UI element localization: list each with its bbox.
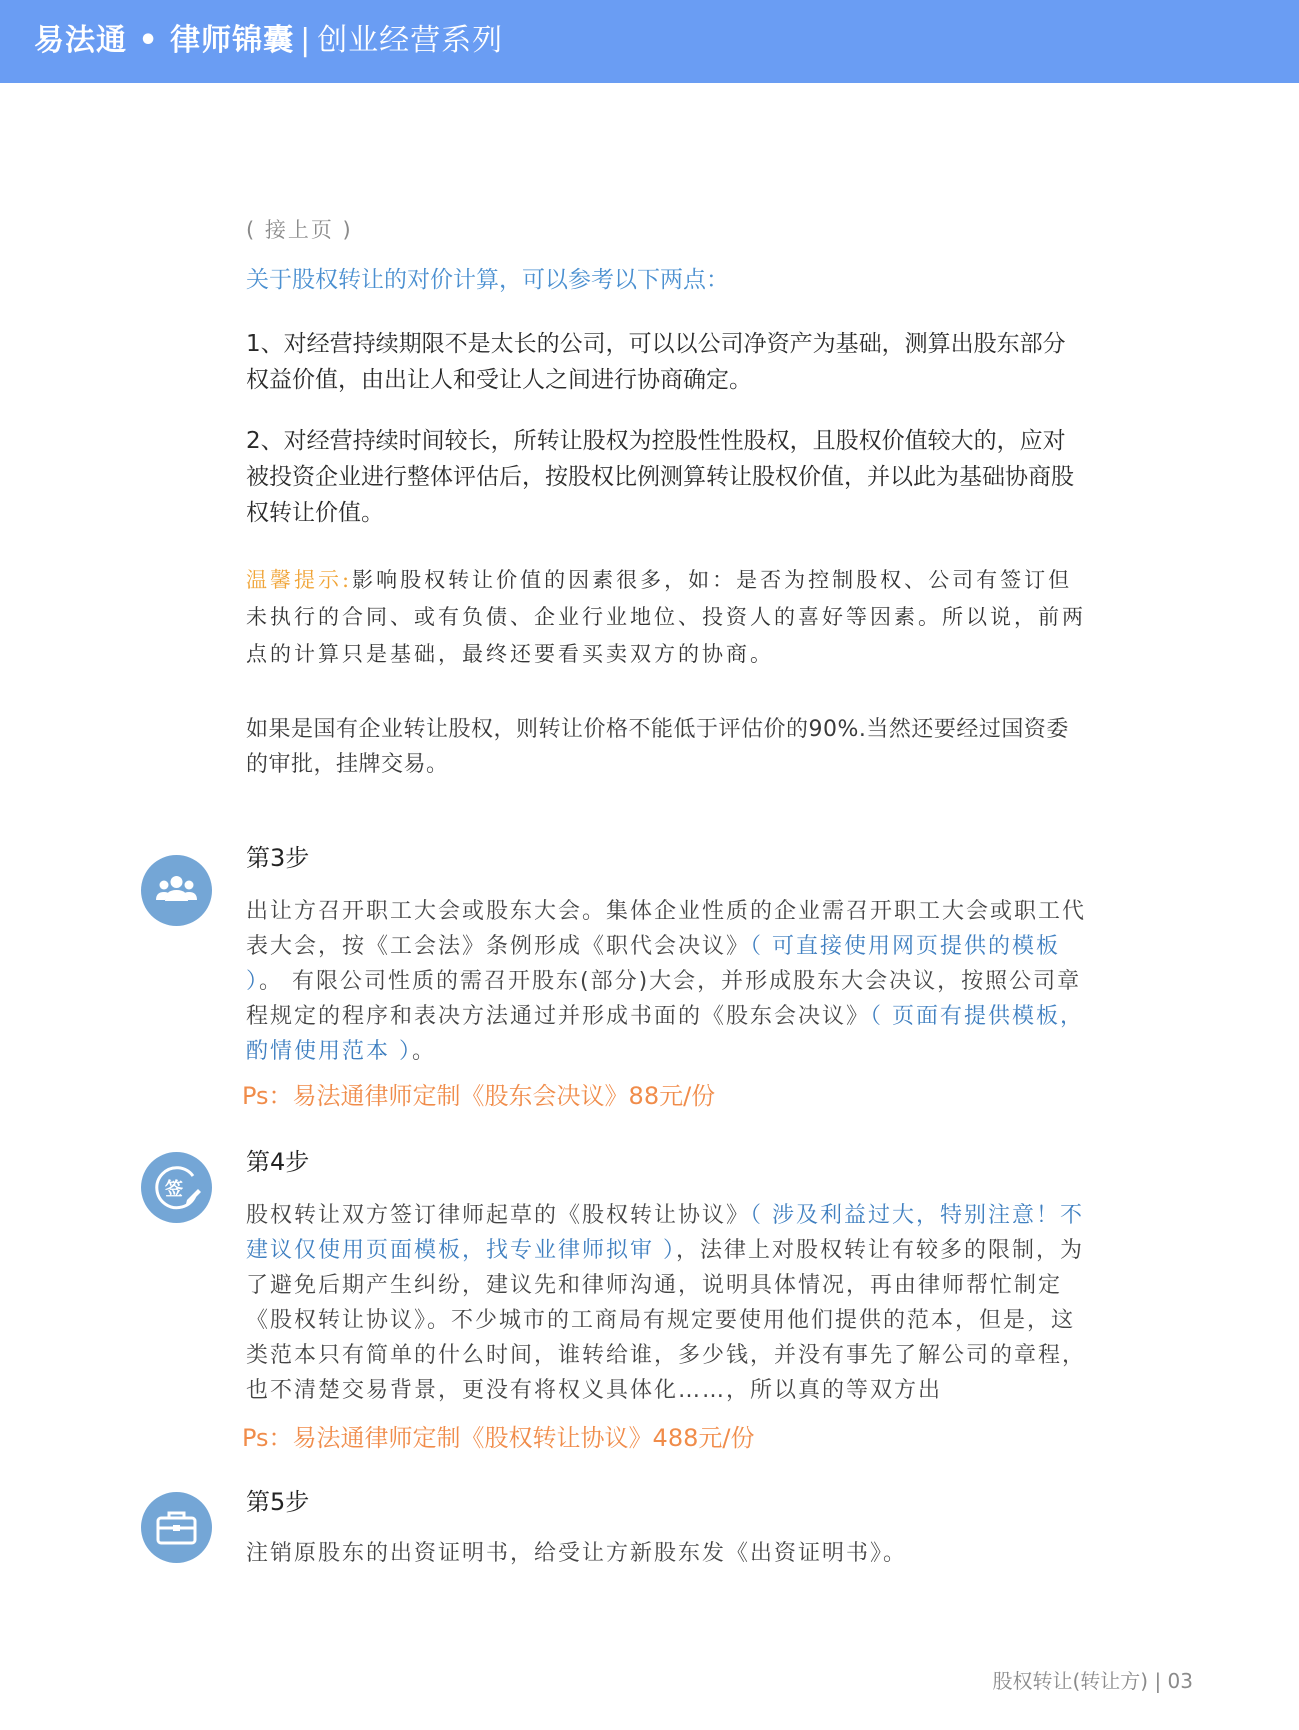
- header-brand: 易法通 • 律师锦囊: [34, 23, 295, 58]
- people-group-icon: [141, 855, 212, 926]
- step-3-text-a: 出让方召开职工大会或股东大会。集体企业性质的企业需召开职工大会或职工代表大会，按《工会法》条例形成《职代会决议》: [246, 899, 1087, 959]
- step-5-title: 第5步: [246, 1488, 310, 1516]
- step-4-title: 第4步: [246, 1148, 310, 1176]
- header-separator: |: [300, 23, 312, 58]
- step-4-ps[interactable]: Ps：易法通律师定制《股权转让协议》488元/份: [242, 1424, 755, 1452]
- point-one: 1、对经营持续期限不是太长的公司，可以以公司净资产为基础，测算出股东部分权益价值，由出让人和受让人之间进行协商确定。: [246, 331, 1066, 393]
- step-3-template-link-2[interactable]: （ 页面有提供模板，酌情使用范本 ）: [246, 1004, 1085, 1064]
- state-owned-note: 如果是国有企业转让股权，则转让价格不能低于评估价的90%.当然还要经过国资委的审批，挂牌交易。: [246, 717, 1069, 777]
- intro-heading: 关于股权转让的对价计算，可以参考以下两点：: [246, 267, 729, 293]
- briefcase-icon: [141, 1492, 212, 1563]
- sign-pen-icon: [141, 1152, 212, 1223]
- step-4-text-b: ，法律上对股权转让有较多的限制，为了避免后期产生纠纷，建议先和律师沟通，说明具体情况，再由律师帮忙制定《股权转让协议》。不少城市的工商局有规定要使用他们提供的范本，但是，这类范本只有简单的什么时间，谁转给谁，多少钱，并没有事先了解公司的章程，也不清楚交易背景，更没有将权义具体化……，所以真的等双方出: [246, 1238, 1087, 1403]
- step-3-text-b: 。 有限公司性质的需召开股东(部分)大会，并形成股东大会决议，按照公司章程规定的程序和表决方法通过并形成书面的《股东会决议》: [246, 969, 1082, 1029]
- page-footer: 股权转让(转让方) | 03: [992, 1669, 1193, 1693]
- step-3-body: [246, 894, 1086, 1069]
- step-3-template-link[interactable]: （ 可直接使用网页提供的模板 ）: [246, 934, 1061, 994]
- header-title: [34, 22, 503, 60]
- tip-text: 影响股权转让价值的因素很多，如：是否为控制股权、公司有签订但未执行的合同、或有负债、企业行业地位、投资人的喜好等因素。所以说，前两点的计算只是基础，最终还要看买卖双方的协商。: [246, 568, 1086, 666]
- tip-label: 温馨提示:: [246, 568, 353, 592]
- step-5-body: 注销原股东的出资证明书，给受让方新股东发《出资证明书》。: [246, 1541, 908, 1566]
- step-4-text-a: 股权转让双方签订律师起草的《股权转让协议》: [246, 1203, 751, 1228]
- point-two: 2、对经营持续时间较长，所转让股权为控股性性股权，且股权价值较大的，应对被投资企业进行整体评估后，按股权比例测算转让股权价值，并以此为基础协商股权转让价值。: [246, 428, 1074, 526]
- step-3-title: 第3步: [246, 844, 310, 872]
- continued-note: ( 接上页 ): [246, 218, 353, 242]
- step-4-body: [246, 1198, 1086, 1408]
- header-series: 创业经营系列: [317, 23, 504, 58]
- step-4-warning-link[interactable]: （ 涉及利益过大，特别注意！不建议仅使用页面模板，找专业律师拟审 ）: [246, 1203, 1085, 1263]
- step-3-text-c: 。: [412, 1039, 437, 1064]
- warm-tip: [246, 562, 1086, 673]
- page-header-bar: [0, 0, 1299, 83]
- sign-glyph: 签: [165, 1179, 183, 1200]
- step-3-ps[interactable]: Ps：易法通律师定制《股东会决议》88元/份: [242, 1082, 716, 1110]
